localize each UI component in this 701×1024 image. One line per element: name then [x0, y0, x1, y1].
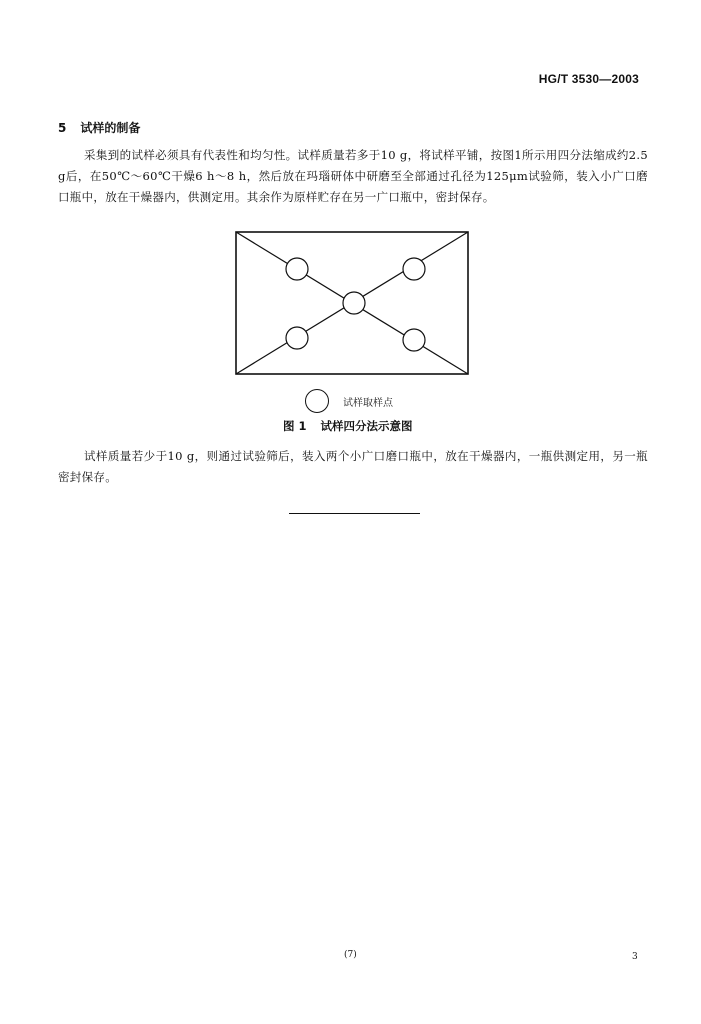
figure-title: 试样四分法示意图 [320, 419, 413, 433]
sampling-point-bottom-right [403, 329, 425, 351]
section-heading [58, 119, 140, 136]
page-number-right: 3 [632, 952, 638, 962]
quartering-diagram [234, 229, 470, 379]
sampling-point-top-left [286, 258, 308, 280]
sampling-point-bottom-left [286, 327, 308, 349]
figure-caption [283, 418, 413, 434]
sampling-point-legend-symbol [305, 389, 329, 413]
section-number: 5 [58, 121, 67, 135]
paragraph-small-sample: 试样质量若少于10 g，则通过试验筛后，装入两个小广口磨口瓶中，放在干燥器内，一瓶供测定用，另一瓶密封保存。 [58, 449, 648, 484]
end-rule [289, 513, 420, 514]
standard-code: HG/T 3530—2003 [538, 72, 639, 86]
sampling-point-center [343, 292, 365, 314]
figure-legend [305, 389, 393, 413]
section-title: 试样的制备 [80, 121, 141, 135]
page-number-center: (7) [344, 950, 357, 960]
paragraph-sample-preparation: 采集到的试样必须具有代表性和均匀性。试样质量若多于10 g，将试样平铺，按图1所示用四分法缩成约2.5 g后，在50℃～60℃干燥6 h～8 h，然后放在玛瑙研体中研磨至全部通过孔径为125μm试验筛，装入小广口磨口瓶中，放在干燥器内，供测定用。其余作为原样贮存在另一广口瓶中，密封保存。 [58, 148, 648, 204]
figure-number: 图 1 [283, 419, 307, 433]
sampling-point-top-right [403, 258, 425, 280]
legend-label: 试样取样点 [343, 397, 393, 409]
